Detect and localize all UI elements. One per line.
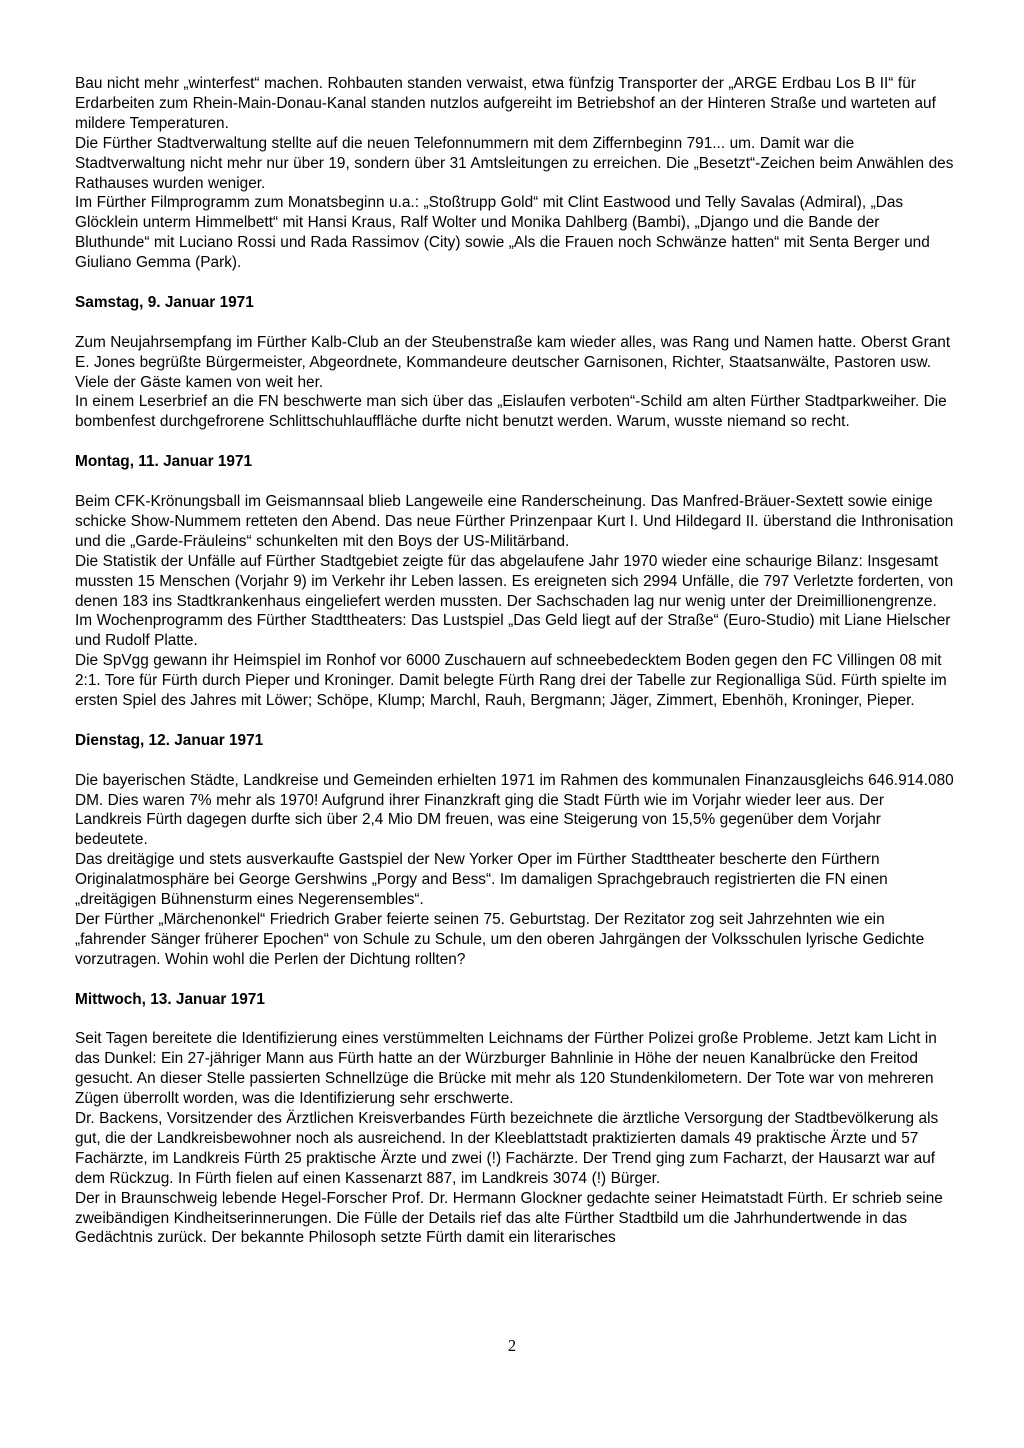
document-page (75, 74, 955, 1248)
date-heading: Dienstag, 12. Januar 1971 (75, 731, 264, 749)
paragraph: Im Fürther Filmprogramm zum Monatsbeginn u.a.: „Stoßtrupp Gold“ mit Clint Eastwood und Telly Savalas (Admiral), „Das Glöcklein unterm Himmelbett“ mit Hansi Kraus, Ralf Wolter und Monika Dahlberg (Bambi), „Django und die Bande der Bluthunde“ mit Luciano Rossi und Rada Rassimov (City) sowie „Als die Frauen noch Schwänze hatten“ mit Senta Berger und Giuliano Gemma (Park). (75, 194, 930, 272)
paragraph: Der Fürther „Märchenonkel“ Friedrich Graber feierte seinen 75. Geburtstag. Der Rezitator zog seit Jahrzehnten wie ein „fahrender Sänger früherer Epochen“ von Schule zu Schule, um den oberen Jahrgängen der Volksschulen lyrische Gedichte vorzutragen. Wohin wohl die Perlen der Dichtung rollten? (75, 910, 925, 968)
paragraph: Seit Tagen bereitete die Identifizierung eines verstümmelten Leichnams der Fürther Polizei große Probleme. Jetzt kam Licht in das Dunkel: Ein 27-jähriger Mann aus Fürth hatte an der Würzburger Bahnlinie in Höhe der neuen Kanalbrücke den Freitod gesucht. An dieser Stelle passierten Schnellzüge die Brücke mit mehr als 120 Stundenkilometern. Der Tote war von mehreren Zügen überrollt worden, was die Identifizierung sehr erschwerte. (75, 1030, 937, 1108)
date-heading: Samstag, 9. Januar 1971 (75, 293, 254, 311)
paragraph: Der in Braunschweig lebende Hegel-Forscher Prof. Dr. Hermann Glockner gedachte seiner Heimatstadt Fürth. Er schrieb seine zweibändigen Kindheitserinnerungen. Die Fülle der Details rief das alte Fürther Stadtbild um die Jahrhundertwende in das Gedächtnis zurück. Der bekannte Philosoph setzte Fürth damit ein literarisches (75, 1189, 943, 1247)
paragraph: Die Fürther Stadtverwaltung stellte auf die neuen Telefonnummern mit dem Ziffernbeginn 791... um. Damit war die Stadtverwaltung nicht mehr nur über 19, sondern über 31 Amtsleitungen zu erreichen. Die „Besetzt“-Zeichen beim Anwählen des Rathauses wurden weniger. (75, 134, 954, 192)
paragraph: In einem Leserbrief an die FN beschwerte man sich über das „Eislaufen verboten“-Schild am alten Fürther Stadtparkweiher. Die bombenfest durchgefrorene Schlittschuhlauffläche durfte nicht benutzt werden. Warum, wusste niemand so recht. (75, 393, 947, 431)
date-heading: Mittwoch, 13. Januar 1971 (75, 990, 265, 1008)
paragraph: Bau nicht mehr „winterfest“ machen. Rohbauten standen verwaist, etwa fünfzig Transporter der „ARGE Erdbau Los B II“ für Erdarbeiten zum Rhein-Main-Donau-Kanal standen nutzlos aufgereiht im Betriebshof an der Hinteren Straße und warteten auf mildere Temperaturen. (75, 75, 936, 132)
paragraph: Beim CFK-Krönungsball im Geismannsaal blieb Langeweile eine Randerscheinung. Das Manfred-Bräuer-Sextett sowie einige schicke Show-Nummem retteten den Abend. Das neue Fürther Prinzenpaar Kurt I. Und Hildegard II. überstand die Inthronisation und die „Garde-Fräuleins“ schunkelten mit den Boys der US-Militärband. (75, 492, 954, 550)
paragraph: Das dreitägige und stets ausverkaufte Gastspiel der New Yorker Oper im Fürther Stadttheater bescherte den Fürthern Originalatmosphäre bei George Gershwins „Porgy and Bess“. Im damaligen Sprachgebrauch registrierten die FN einen „dreitägigen Bühnensturm eines Negerensembles“. (75, 851, 888, 909)
page-number: 2 (507, 1336, 517, 1355)
date-heading: Montag, 11. Januar 1971 (75, 453, 253, 471)
paragraph: Die SpVgg gewann ihr Heimspiel im Ronhof vor 6000 Zuschauern auf schneebedecktem Boden gegen den FC Villingen 08 mit 2:1. Tore für Fürth durch Pieper und Kroninger. Damit belegte Fürth Rang drei der Tabelle zur Regionalliga Süd. Fürth spielte im ersten Spiel des Jahres mit Löwer; Schöpe, Klump; Marchl, Rauh, Bergmann; Jäger, Zimmert, Ebenhöh, Kroninger, Pieper. (75, 652, 947, 710)
paragraph: Die bayerischen Städte, Landkreise und Gemeinden erhielten 1971 im Rahmen des kommunalen Finanzausgleichs 646.914.080 DM. Dies waren 7% mehr als 1970! Aufgrund ihrer Finanzkraft ging die Stadt Fürth wie im Vorjahr wieder leer aus. Der Landkreis Fürth dagegen durfte sich über 2,4 Mio DM freuen, was eine Steigerung von 15,5% gegenüber dem Vorjahr bedeutete. (75, 771, 954, 849)
paragraph: Die Statistik der Unfälle auf Fürther Stadtgebiet zeigte für das abgelaufene Jahr 1970 wieder eine schaurige Bilanz: Insgesamt mussten 15 Menschen (Vorjahr 9) im Verkehr ihr Leben lassen. Es ereigneten sich 2994 Unfälle, die 797 Verletzte forderten, von denen 183 ins Stadtkrankenhaus eingeliefert werden mussten. Der Sachschaden lag nur wenig unter der Dreimillionengrenze. (75, 552, 954, 610)
paragraph: Zum Neujahrsempfang im Fürther Kalb-Club an der Steubenstraße kam wieder alles, was Rang und Namen hatte. Oberst Grant E. Jones begrüßte Bürgermeister, Abgeordnete, Kommandeure deutscher Garnisonen, Richter, Staatsanwälte, Pastoren usw. Viele der Gäste kamen von weit her. (75, 333, 951, 391)
paragraph: Im Wochenprogramm des Fürther Stadttheaters: Das Lustspiel „Das Geld liegt auf der Straße“ (Euro-Studio) mit Liane Hielscher und Rudolf Platte. (75, 612, 951, 650)
paragraph: Dr. Backens, Vorsitzender des Ärztlichen Kreisverbandes Fürth bezeichnete die ärztliche Versorgung der Stadtbevölkerung als gut, die der Landkreisbewohner noch als ausreichend. In der Kleeblattstadt praktizierten damals 49 praktische Ärzte und 57 Fachärzte, im Landkreis Fürth 25 praktische Ärzte und zwei (!) Fachärzte. Der Trend ging zum Facharzt, der Hausarzt war auf dem Rückzug. In Fürth fielen auf einen Kassenarzt 887, im Landkreis 3074 (!) Bürger. (75, 1110, 939, 1187)
